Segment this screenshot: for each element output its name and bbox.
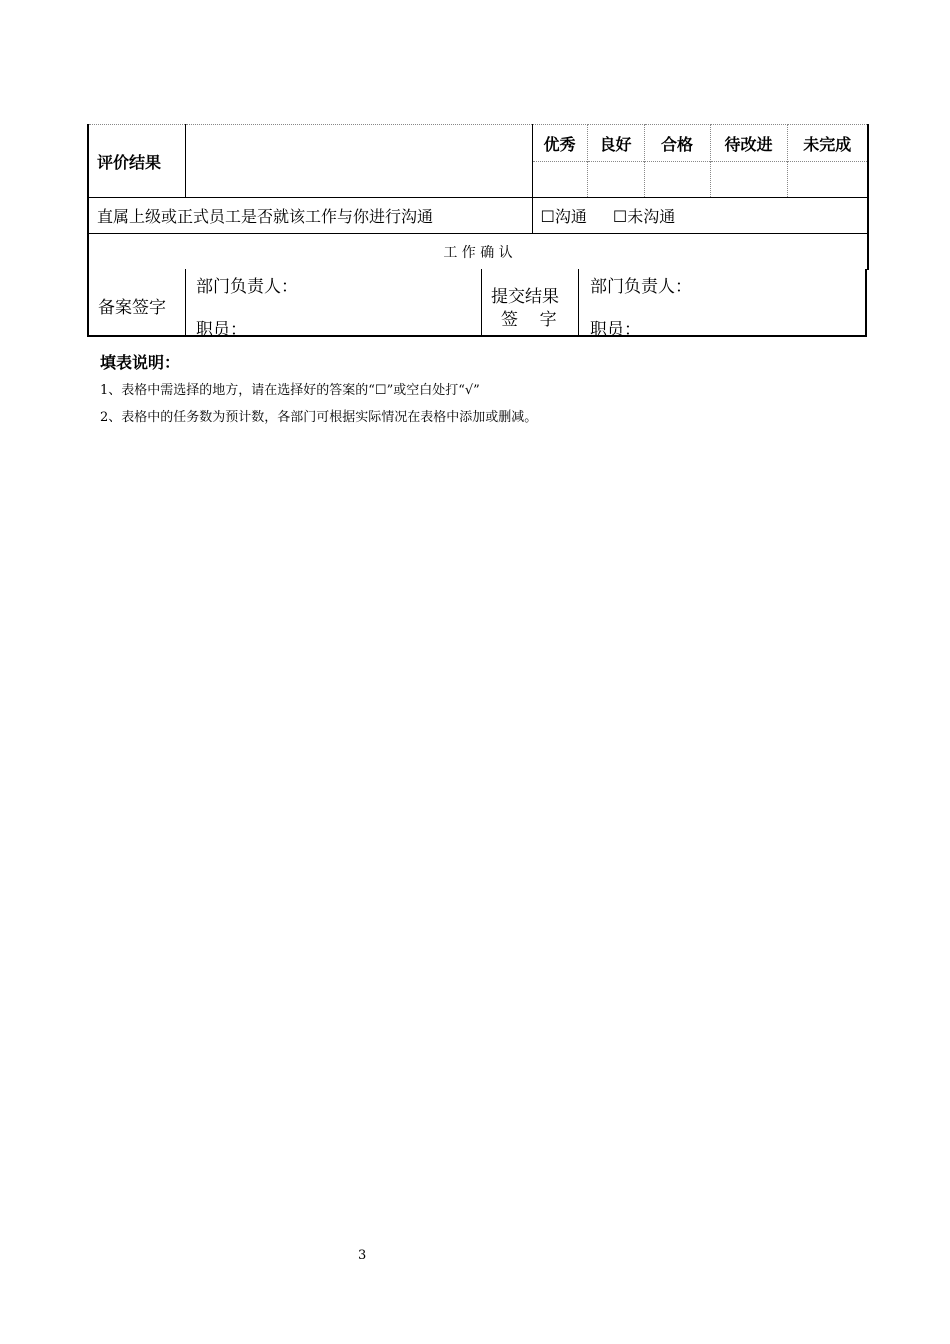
staff-label: 职员： [196,320,247,340]
instructions-heading: 填表说明： [100,353,181,372]
option-incomplete-label: 未完成 [787,125,868,162]
evaluation-result-label: 评价结果 [88,125,185,198]
option-pass-mark-cell[interactable] [644,162,710,198]
submit-result-label-cell [482,269,579,335]
option-good-label: 良好 [587,125,644,162]
filing-signature-cell[interactable] [186,269,482,340]
signature-section [87,269,867,340]
filing-signature-label: 备案签字 [98,298,166,318]
communication-options [532,198,868,234]
option-improve-mark-cell[interactable] [710,162,787,198]
option-incomplete-mark-cell[interactable] [787,162,868,198]
submit-signature-cell[interactable] [579,269,865,340]
communication-question: 直属上级或正式员工是否就该工作与你进行沟通 [88,198,532,234]
staff-label-2: 职员： [590,320,641,340]
option-good-mark-cell[interactable] [587,162,644,198]
submit-result-label: 提交结果 [491,287,559,307]
not-communicated-checkbox[interactable]: ☐未沟通 [612,207,676,226]
option-excellent-mark-cell[interactable] [532,162,587,198]
dept-head-label-2: 部门负责人： [590,277,692,297]
option-pass-label: 合格 [644,125,710,162]
option-improve-label: 待改进 [710,125,787,162]
dept-head-label: 部门负责人： [196,277,298,297]
signature-label: 签 字 [501,310,557,330]
page-number: 3 [358,1248,367,1263]
instruction-item-1: 1、表格中需选择的地方，请在选择好的答案的“☐”或空白处打“√” [100,383,480,398]
work-confirmation-title: 工 作 确 认 [88,234,868,270]
instruction-item-2: 2、表格中的任务数为预计数，各部门可根据实际情况在表格中添加或删减。 [100,410,538,425]
communicated-checkbox[interactable]: ☐沟通 [540,207,587,226]
evaluation-table [87,124,869,270]
option-excellent-label: 优秀 [532,125,587,162]
evaluation-blank-cell[interactable] [185,125,532,198]
form-instructions [100,350,537,433]
filing-signature-label-cell [89,269,186,335]
